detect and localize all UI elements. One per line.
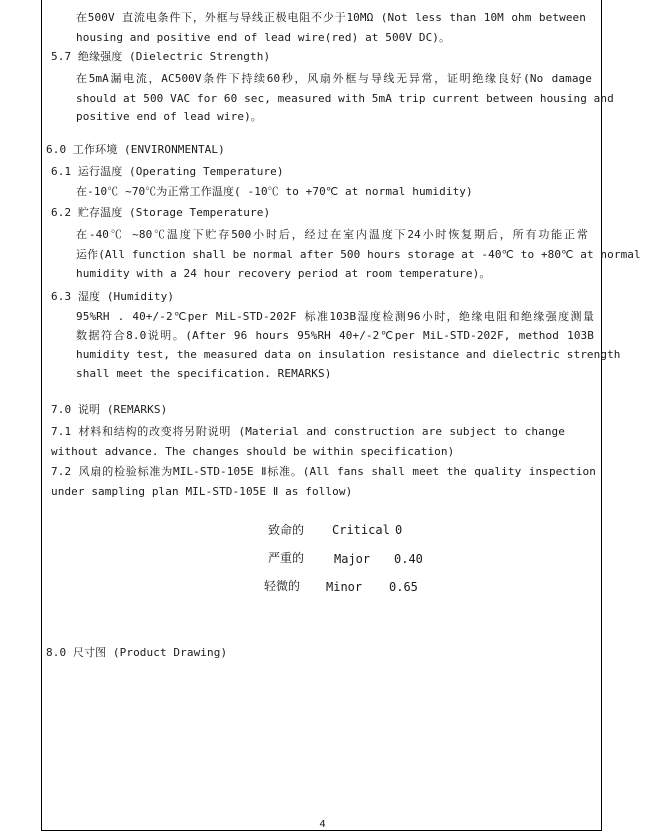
aql-cn-label: 轻微的 <box>264 579 301 593</box>
aql-cn-label: 致命的 <box>268 523 305 537</box>
text-line: without advance. The changes should be within specification) <box>51 445 455 458</box>
text-line: shall meet the specification. REMARKS) <box>76 367 332 380</box>
section-heading: 6.1 运行温度 (Operating Temperature) <box>51 165 284 178</box>
section-heading: 6.2 贮存温度 (Storage Temperature) <box>51 206 271 219</box>
text-line: housing and positive end of lead wire(red) at 500V DC)。 <box>76 31 451 44</box>
page-number: 4 <box>319 819 326 830</box>
section-heading: 8.0 尺寸图 (Product Drawing) <box>46 646 228 659</box>
section-heading: 6.3 湿度 (Humidity) <box>51 290 175 303</box>
text-line: 95%RH . 40+/-2℃per MiL-STD-202F 标准103B湿度检测96小时，绝缘电阻和绝缘强度测量 <box>76 310 594 323</box>
aql-en-label: Critical <box>332 523 390 537</box>
text-line: under sampling plan MIL-STD-105E Ⅱ as follow) <box>51 485 353 498</box>
text-line: humidity test, the measured data on insulation resistance and dielectric strength <box>76 348 621 361</box>
aql-value: 0.40 <box>394 552 423 566</box>
text-line: 7.2 风扇的检验标准为MIL-STD-105E Ⅱ标准。(All fans shall meet the quality inspection <box>51 465 596 478</box>
aql-en-label: Major <box>334 552 371 566</box>
aql-value: 0.65 <box>389 580 418 594</box>
section-heading: 5.7 绝缘强度 (Dielectric Strength) <box>51 50 271 63</box>
text-line: positive end of lead wire)。 <box>76 110 262 123</box>
text-line: humidity with a 24 hour recovery period at room temperature)。 <box>76 267 491 280</box>
text-line: 运作(All function shall be normal after 500 hours storage at -40℃ to +80℃ at normal <box>76 248 641 261</box>
aql-value: 0 <box>395 523 403 537</box>
aql-cn-label: 严重的 <box>268 551 305 565</box>
section-heading: 7.0 说明 (REMARKS) <box>51 403 168 416</box>
text-line: should at 500 VAC for 60 sec, measured with 5mA trip current between housing and <box>76 92 614 105</box>
aql-en-label: Minor <box>326 580 363 594</box>
text-line: 在-10℃ ~70℃为正常工作温度( -10℃ to +70℃ at normal humidity) <box>76 185 473 198</box>
text-line: 在5mA漏电流，AC500V条件下持续60秒，风扇外框与导线无异常，证明绝缘良好(No damage <box>76 72 592 85</box>
text-line: 7.1 材料和结构的改变将另附说明 (Material and construction are subject to change <box>51 425 565 438</box>
section-heading: 6.0 工作环境 (ENVIRONMENTAL) <box>46 143 225 156</box>
text-line: 在-40℃ ~80℃温度下贮存500小时后，经过在室内温度下24小时恢复期后，所有功能正常 <box>76 228 588 241</box>
text-line: 在500V 直流电条件下，外框与导线正极电阻不少于10MΩ (Not less than 10M ohm between <box>76 11 586 24</box>
text-line: 数据符合8.0说明。(After 96 hours 95%RH 40+/-2℃per MiL-STD-202F, method 103B <box>76 329 594 342</box>
